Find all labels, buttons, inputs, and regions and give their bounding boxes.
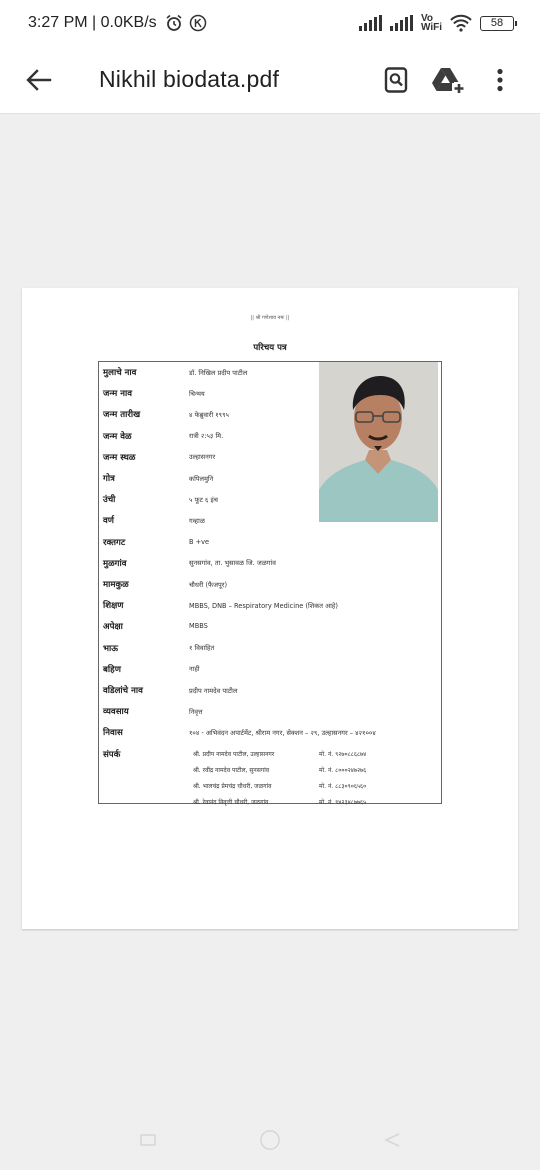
contact-name: श्री. रेवानंद निवृत्ती चौधरी, जळगांव xyxy=(193,798,269,806)
field-value: प्रदीप नामदेव पाटील xyxy=(189,686,238,695)
recents-icon xyxy=(138,1132,158,1148)
field-label: वर्ण xyxy=(103,516,114,527)
field-value: १ विवाहित xyxy=(189,644,215,653)
field-value: गव्हाळ xyxy=(189,516,205,525)
top-app-bar xyxy=(0,46,540,114)
k-circle-icon xyxy=(189,14,207,32)
field-label: संपर्क xyxy=(103,749,121,760)
system-back-button[interactable] xyxy=(381,1129,403,1151)
home-icon xyxy=(259,1128,281,1152)
contact-mobile: मो. नं. ९२७०८८६८७४ xyxy=(319,750,367,758)
field-value: १०४ - अभिवंदन अपार्टमेंट, श्रीराम नगर, सेक्शन – २९, उल्हासनगर – ४२१००४ xyxy=(189,728,376,737)
biodata-row xyxy=(99,722,441,742)
battery-icon xyxy=(480,16,514,31)
field-label: मामकुळ xyxy=(103,580,129,590)
field-value: रात्री २:५३ मि. xyxy=(189,432,224,441)
field-value: उल्हासनगर xyxy=(189,453,216,462)
field-label: व्यवसाय xyxy=(103,707,129,718)
field-label: जन्म नाव xyxy=(103,389,133,400)
biodata-table xyxy=(98,361,442,804)
wifi-icon xyxy=(450,14,472,32)
home-button[interactable] xyxy=(259,1129,281,1151)
field-label: रक्तगट xyxy=(103,537,126,548)
invocation-text: || श्री गणेशाय नमः || xyxy=(250,315,290,321)
contact-mobile: मो. नं. ८८३०९०६५६० xyxy=(319,782,367,790)
biodata-row xyxy=(99,701,441,721)
biodata-row xyxy=(99,574,441,594)
contact-mobile: मो. नं. ८०००२४७२७६ xyxy=(319,766,367,774)
back-icon xyxy=(382,1131,402,1149)
field-value: निवृत्त xyxy=(189,707,203,716)
field-label: मुलाचे नाव xyxy=(103,368,137,378)
document-title: Nikhil biodata.pdf xyxy=(99,66,280,92)
field-label: बहिण xyxy=(103,664,121,675)
profile-photo xyxy=(319,362,438,522)
signal-icon xyxy=(390,15,413,31)
drive-add-icon xyxy=(432,66,464,94)
field-label: अपेक्षा xyxy=(103,622,123,633)
field-label: शिक्षण xyxy=(103,601,124,612)
field-label: जन्म स्थळ xyxy=(103,452,136,463)
pdf-page[interactable] xyxy=(22,288,518,929)
contact-mobile: मो. नं. ९४२३४८७७६५ xyxy=(319,798,367,806)
field-label: मुळगांव xyxy=(103,558,127,569)
signal-icon xyxy=(359,15,382,31)
field-value: कपिलमुनि xyxy=(189,474,214,483)
biodata-title: परिचय पत्र xyxy=(253,343,287,353)
field-value: MBBS xyxy=(189,622,208,631)
biodata-row xyxy=(99,616,441,636)
volte-icon xyxy=(421,14,442,32)
back-button[interactable] xyxy=(24,65,54,95)
field-value: MBBS, DNB – Respiratory Medicine (शिकत आहे) xyxy=(189,601,338,610)
navigation-bar xyxy=(0,1110,540,1170)
biodata-row xyxy=(99,595,441,615)
search-document-icon xyxy=(384,67,408,93)
more-options-button[interactable] xyxy=(474,60,526,100)
biodata-row xyxy=(99,553,441,573)
field-label: गोत्र xyxy=(103,474,115,484)
field-value: चौधरी (फैजपूर) xyxy=(189,580,228,589)
field-value: सुनसगांव, ता. भुसावळ जि. जळगांव xyxy=(189,559,276,568)
field-value: B +ve xyxy=(189,537,210,546)
biodata-row xyxy=(99,532,441,552)
back-arrow-icon xyxy=(26,69,52,91)
alarm-icon xyxy=(165,14,183,32)
biodata-row xyxy=(99,638,441,658)
search-document-button[interactable] xyxy=(370,60,422,100)
recents-button[interactable] xyxy=(137,1129,159,1151)
field-value: नाही xyxy=(189,665,200,674)
add-to-drive-button[interactable] xyxy=(422,60,474,100)
biodata-row xyxy=(99,680,441,700)
field-label: जन्म तारीख xyxy=(103,410,141,421)
wifi-label: WiFi xyxy=(420,22,442,33)
more-vert-icon xyxy=(496,68,504,92)
field-label: वडिलांचे नाव xyxy=(103,686,143,696)
contact-name: श्री. भालचंद्र प्रेमचंद्र चौधरी, जळगांव xyxy=(193,782,272,790)
field-value: ५ फूट ६ इंच xyxy=(189,495,218,504)
field-label: जन्म वेळ xyxy=(103,431,132,442)
status-time-speed: 3:27 PM | 0.0KB/s xyxy=(28,14,157,31)
contact-name: श्री. प्रदीप नामदेव पाटील, उल्हासनगर xyxy=(193,750,275,758)
biodata-row xyxy=(99,659,441,679)
field-label: भाऊ xyxy=(103,643,119,654)
field-value: ४ फेब्रुवारी १९९५ xyxy=(189,410,229,419)
battery-level: 58 xyxy=(490,16,504,29)
status-bar xyxy=(0,0,540,46)
contact-name: श्री. रवींद्र नामदेव पाटील, सुनसगांव xyxy=(193,766,270,774)
vo-label: Vo xyxy=(420,13,434,24)
field-value: चिन्मय xyxy=(189,389,205,398)
field-label: निवास xyxy=(103,728,123,739)
field-value: डॉ. निखिल प्रदीप पाटील xyxy=(189,368,248,377)
field-label: उंची xyxy=(103,495,116,506)
